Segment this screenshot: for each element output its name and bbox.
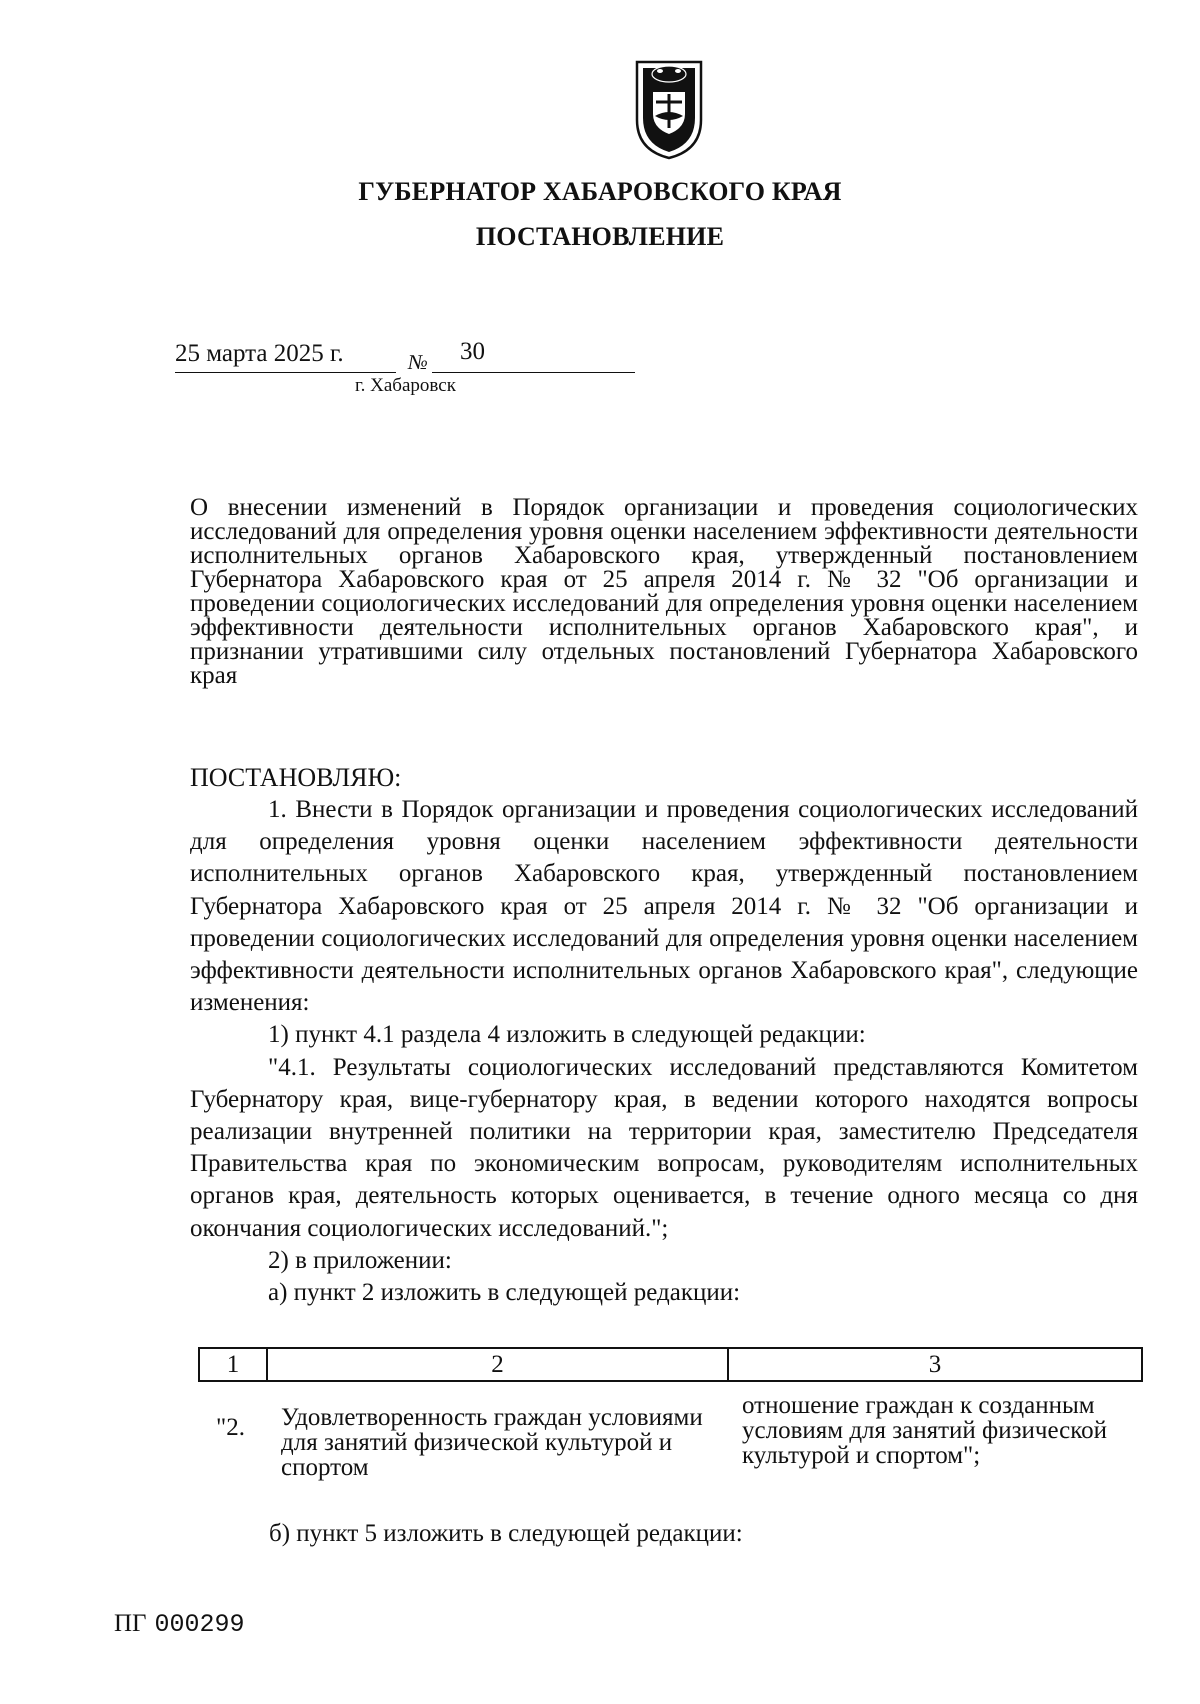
- paragraph-1: 1. Внести в Порядок организации и проведения социологических исследований для определения уровня оценки населением эффективности деятельности исполнительных органов Хабаровского края, утвержденный постановлением Губернатора Хабаровского края от 25 апреля 2014 г. № 32 "Об организации и проведении социологических исследований для определения уровня оценки населением эффективности деятельности исполнительных органов Хабаровского края", следующие изменения:: [190, 796, 1138, 1017]
- issuing-authority: ГУБЕРНАТОР ХАБАРОВСКОГО КРАЯ: [358, 177, 842, 206]
- column-header-2: 2: [267, 1348, 728, 1381]
- document-body: [190, 794, 1138, 1309]
- date-underline: [175, 372, 396, 373]
- column-header-1: 1: [199, 1348, 267, 1381]
- row-indicator: Удовлетворенность граждан условиями для занятий физической культурой и спортом: [281, 1404, 703, 1481]
- column-header-3: 3: [728, 1348, 1142, 1381]
- paragraph-4: 2) в приложении:: [268, 1246, 452, 1274]
- khabarovsk-coat-of-arms-icon: [631, 58, 707, 160]
- column-number-table: [198, 1347, 1143, 1382]
- document-number: 30: [460, 338, 485, 365]
- document-title: О внесении изменений в Порядок организации и проведения социологических исследований для определения уровня оценки населением эффективности деятельности исполнительных органов Хабаровского края, утвержденный постановлением Губернатора Хабаровского края от 25 апреля 2014 г. № 32 "Об организации и проведении социологических исследований для определения уровня оценки населением эффективности деятельности исполнительных органов Хабаровского края", и признании утратившими силу отдельных постановлений Губернатора Хабаровского края: [190, 494, 1138, 689]
- decree-word: ПОСТАНОВЛЯЮ:: [190, 763, 402, 792]
- form-series: ПГ: [114, 1610, 147, 1637]
- form-serial: [114, 1610, 245, 1639]
- paragraph-2: 1) пункт 4.1 раздела 4 изложить в следующей редакции:: [268, 1021, 866, 1049]
- document-type: ПОСТАНОВЛЕНИЕ: [475, 222, 725, 251]
- paragraph-3: "4.1. Результаты социологических исследований представляются Комитетом Губернатору края, вице-губернатору края, в ведении которого находятся вопросы реализации внутренней политики на территории края, заместителю Председателя Правительства края по экономическим вопросам, руководителям исполнительных органов края, деятельность которых оценивается, в течение одного месяца со дня окончания социологических исследований.";: [190, 1053, 1138, 1242]
- document-date: 25 марта 2025 г.: [175, 340, 344, 367]
- document-city: г. Хабаровск: [355, 375, 456, 396]
- row-measure: отношение граждан к созданным условиям для занятий физической культурой и спортом";: [742, 1392, 1108, 1469]
- form-serial-number: 000299: [154, 1610, 245, 1639]
- number-label: №: [408, 350, 428, 374]
- number-underline: [432, 372, 635, 373]
- paragraph-5: а) пункт 2 изложить в следующей редакции:: [268, 1279, 741, 1307]
- row-number: "2.: [216, 1414, 245, 1441]
- paragraph-after-table: б) пункт 5 изложить в следующей редакции:: [269, 1520, 743, 1547]
